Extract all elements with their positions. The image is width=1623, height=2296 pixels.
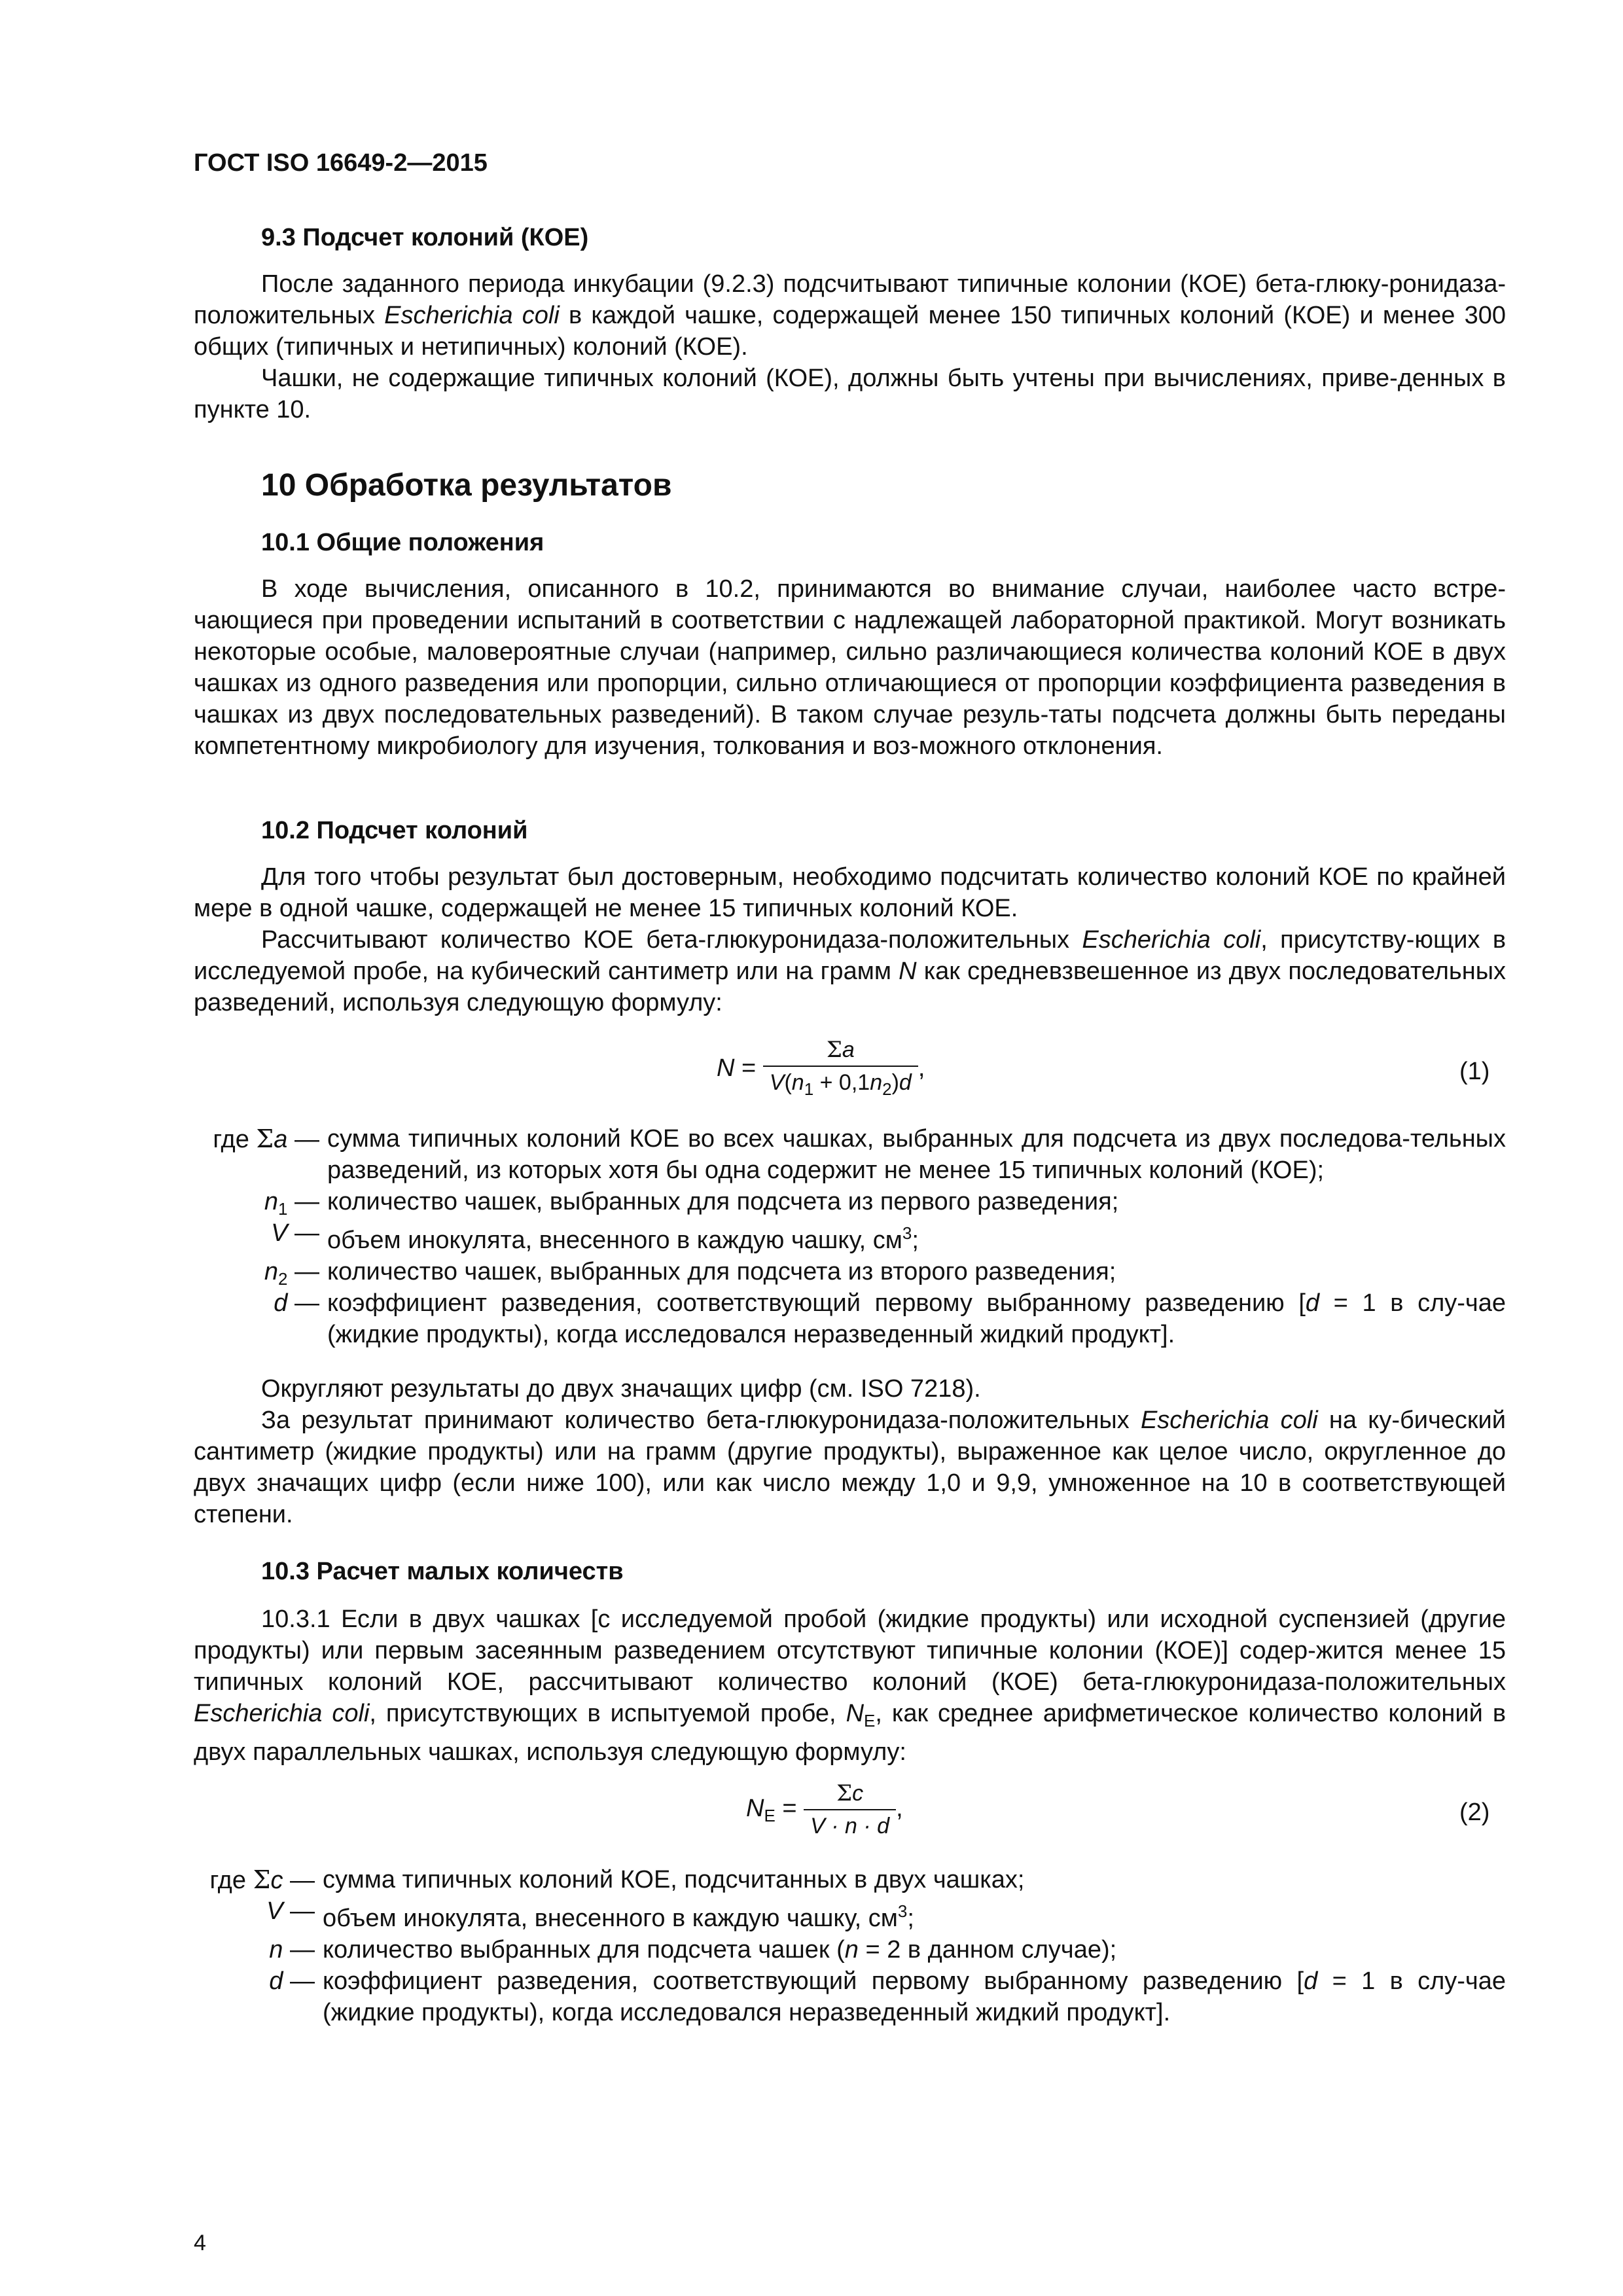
- formula-2-definitions: [194, 1864, 1506, 2028]
- section-9-3-title: 9.3 Подсчет колоний (КОЕ): [261, 224, 589, 251]
- section-10-3-body: [194, 1604, 1506, 1768]
- section-10-title: 10 Обработка результатов: [261, 468, 672, 503]
- section-10-2-rounding: [194, 1373, 1506, 1530]
- formula-1: N = $\frac{\Sigma a}{V(n_1 + 0,1n_2)d}$ ,: [717, 1037, 925, 1102]
- definition-item: $n_2$ — количество чашек, выбранных для подсчета из второго разведения;: [264, 1258, 1116, 1289]
- definition-item: где Σa — сумма типичных колоний КОЕ во всех чашках, выбранных для подсчета из двух последова-тельных разведений, из которых хотя бы одна содержит не менее 15 типичных колоний (КОЕ);: [213, 1124, 1506, 1184]
- section-10-2-body: [194, 861, 1506, 1018]
- formula-1-fraction: $\frac{\Sigma a}{V(n_1 + 0,1n_2)d}$: [763, 1037, 918, 1102]
- formula-2-number: (2): [1459, 1799, 1490, 1826]
- section-10-1-title: 10.1 Общие положения: [261, 529, 544, 556]
- paragraph: Рассчитывают количество КОЕ бета-глюкуронидаза-положительных Escherichia coli, присутству-ющих в исследуемой пробе, на кубический сантиметр или на грамм N как средневзвешенное из двух последовательных разведений, используя следующую формулу:: [194, 926, 1507, 1016]
- paragraph: После заданного периода инкубации (9.2.3) подсчитывают типичные колонии (КОЕ) бета-глюку-ронидаза-положительных Escherichia coli в каждой чашке, содержащей менее 150 типичных колоний (КОЕ) и менее 300 общих (типичных и нетипичных) колоний (КОЕ).: [194, 270, 1507, 361]
- paragraph: Округляют результаты до двух значащих цифр (см. ISO 7218).: [261, 1375, 981, 1403]
- definition-item: где Σc — сумма типичных колоний КОЕ, подсчитанных в двух чашках;: [209, 1865, 1025, 1894]
- paragraph: 10.3.1 Если в двух чашках [с исследуемой пробой (жидкие продукты) или исходной суспензией (другие продукты) или первым засеянным разведением отсутствуют типичные колонии (КОЕ)] содер-жится менее 15 типичных колоний КОЕ, рассчитывают количество колоний (КОЕ) бета-глюкуронидаза-положительных Escherichia coli, присутствующих в испытуемой пробе, $N_E$, как среднее арифметическое количество колоний в двух параллельных чашках, используя следующую формулу:: [194, 1605, 1507, 1766]
- document-header: [194, 149, 1506, 177]
- definition-item: V — объем инокулята, внесенного в каждую чашку, $см^3$;: [266, 1897, 914, 1932]
- definition-item: $n_1$ — количество чашек, выбранных для подсчета из первого разведения;: [264, 1188, 1119, 1219]
- definition-item: V — объем инокулята, внесенного в каждую чашку, $см^3$;: [271, 1219, 919, 1254]
- section-9-3-body: [194, 268, 1506, 425]
- definition-item: n — количество выбранных для подсчета чашек (n = 2 в данном случае);: [269, 1936, 1117, 1964]
- formula-2: $N_E$ = $\frac{\Sigma c}{V \cdot n \cdot d}$ ,: [746, 1780, 903, 1839]
- definition-item: d — коэффициент разведения, соответствующий первому выбранному разведению [d = 1 в слу-чае (жидкие продукты), когда исследовался неразведенный жидкий продукт].: [269, 1967, 1506, 2026]
- definition-item: d — коэффициент разведения, соответствующий первому выбранному разведению [d = 1 в слу-чае (жидкие продукты), когда исследовался неразведенный жидкий продукт].: [274, 1289, 1506, 1348]
- section-10-1-body: [194, 573, 1506, 762]
- paragraph: За результат принимают количество бета-глюкуронидаза-положительных Escherichia coli на ку-бический сантиметр (жидкие продукты) или на грамм (другие продукты), выраженное как целое число, округленное до двух значащих цифр (если ниже 100), или как число между 1,0 и 9,9, умноженное на 10 в соответствующей степени.: [194, 1407, 1506, 1528]
- paragraph: Чашки, не содержащие типичных колоний (КОЕ), должны быть учтены при вычислениях, приве-денных в пункте 10.: [194, 365, 1506, 423]
- section-10-3-title: 10.3 Расчет малых количеств: [261, 1558, 624, 1585]
- section-10-2-title: 10.2 Подсчет колоний: [261, 817, 528, 844]
- paragraph: Для того чтобы результат был достоверным, необходимо подсчитать количество колоний КОЕ по крайней мере в одной чашке, содержащей не менее 15 типичных колоний КОЕ.: [194, 863, 1506, 922]
- document-id: ГОСТ ISO 16649-2—2015: [194, 149, 488, 177]
- paragraph: В ходе вычисления, описанного в 10.2, принимаются во внимание случаи, наиболее часто встре-чающиеся при проведении испытаний в соответствии с надлежащей лабораторной практикой. Могут возникать некоторые особые, маловероятные случаи (например, сильно различающиеся количества колоний КОЕ в двух чашках из одного разведения или пропорции, сильно отличающиеся от пропорции коэффициента разведения в чашках из двух последовательных разведений). В таком случае резуль-таты подсчета должны быть переданы компетентному микробиологу для изучения, толкования и воз-можного отклонения.: [194, 575, 1506, 760]
- formula-1-number: (1): [1459, 1058, 1490, 1085]
- page-number: 4: [194, 2231, 206, 2255]
- formula-1-definitions: [194, 1123, 1506, 1350]
- formula-2-fraction: $\frac{\Sigma c}{V \cdot n \cdot d}$: [804, 1780, 896, 1839]
